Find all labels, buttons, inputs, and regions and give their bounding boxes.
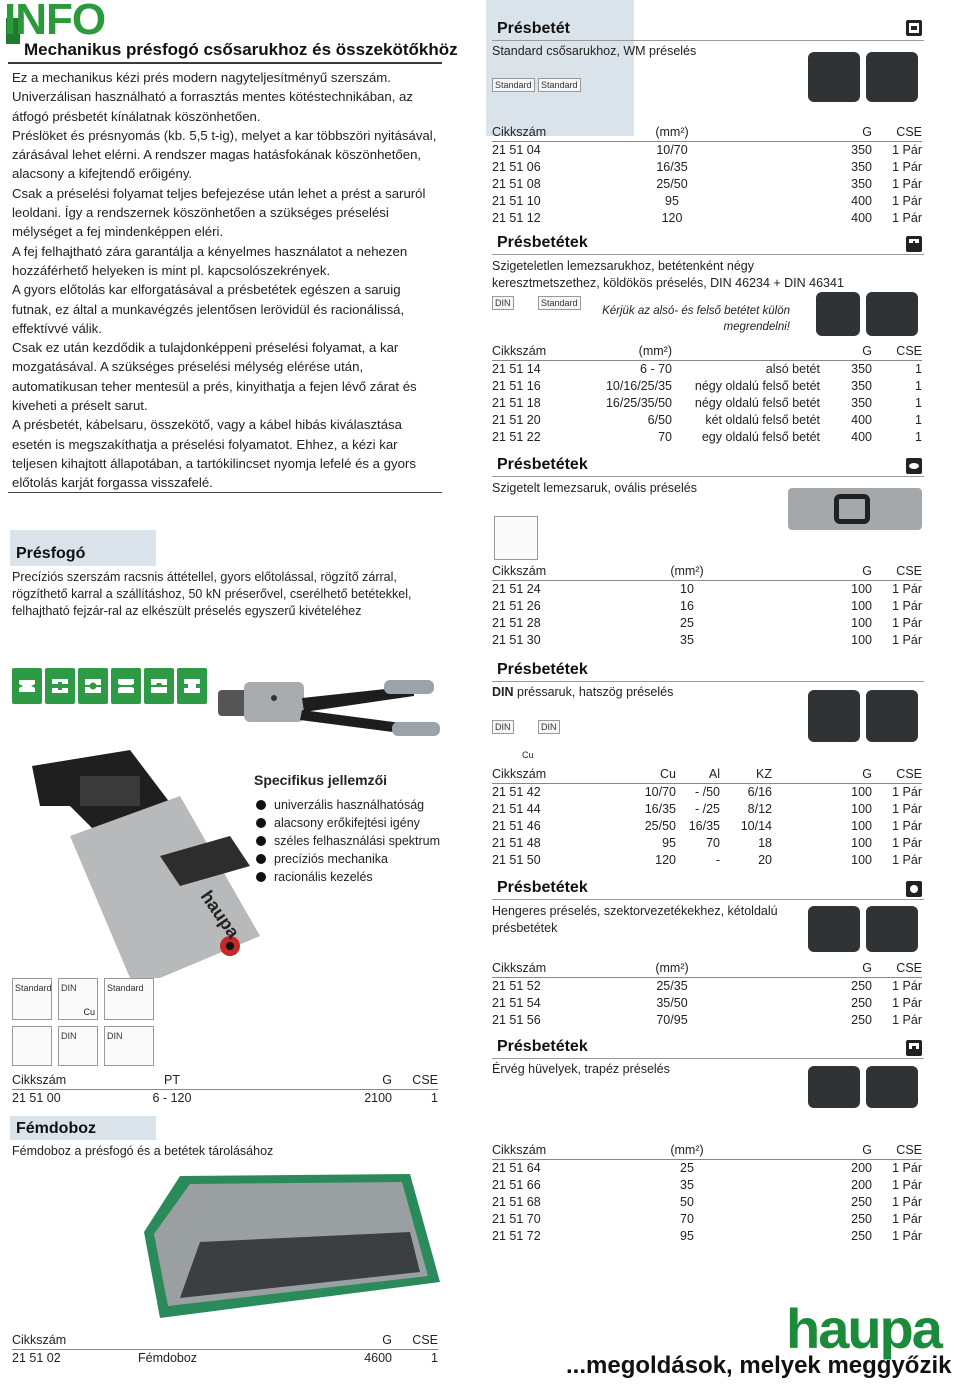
lug-label: DIN: [492, 296, 514, 310]
s1-table: [492, 124, 922, 226]
die-photo: [808, 52, 860, 102]
column-header: CSE: [872, 124, 922, 141]
die-photo: [866, 292, 918, 336]
table-cell: 21 51 70: [492, 1211, 541, 1226]
table-cell: 1 Pár: [892, 1211, 922, 1226]
section-subtitle: Standard csősarukhoz, WM préselés: [492, 44, 697, 58]
section-title: Présbetét: [497, 20, 570, 37]
table-cell: 16/35: [688, 818, 720, 833]
table-cell: 1: [431, 1350, 438, 1365]
table-cell: 1 Pár: [892, 995, 922, 1010]
column-header: G: [772, 766, 872, 783]
table-cell: 25/35: [656, 978, 688, 993]
column-header: Cikkszám: [492, 1142, 612, 1159]
section-title: Présbetétek: [497, 1038, 588, 1055]
lug-types-thumbnails: [12, 978, 202, 1068]
table-cell: 250: [851, 1194, 872, 1209]
table-cell: 350: [851, 176, 872, 191]
lug-thumb: [12, 978, 52, 1020]
column-header: (mm²): [612, 960, 732, 977]
table-cell: 21 51 22: [492, 429, 541, 444]
table-cell: 1 Pár: [892, 978, 922, 993]
section-rule: [492, 254, 924, 255]
feature-item: alacsony erőkifejtési igény: [256, 814, 440, 832]
column-header: Cikkszám: [12, 1332, 138, 1349]
table-cell: 200: [851, 1177, 872, 1192]
lug-thumbnails: [492, 78, 582, 118]
table-cell: 21 51 48: [492, 835, 541, 850]
table-cell: 2100: [364, 1090, 392, 1105]
crimp-square-icon: [177, 668, 207, 704]
table-row: [492, 783, 922, 800]
table-cell: 1: [915, 412, 922, 427]
table-cell: 1 Pár: [892, 801, 922, 816]
table-cell: 350: [851, 142, 872, 157]
table-row: [492, 800, 922, 817]
lug-thumb: [12, 1026, 52, 1066]
lug-thumb: [104, 978, 154, 1020]
column-header: Cikkszám: [492, 343, 592, 360]
table-cell: 1 Pár: [892, 159, 922, 174]
column-header: Cikkszám: [492, 766, 592, 783]
table-cell: 400: [851, 429, 872, 444]
lug-label: Standard: [538, 78, 581, 92]
table-cell: 1 Pár: [892, 1194, 922, 1209]
table-cell: 350: [851, 395, 872, 410]
table-cell: 21 51 18: [492, 395, 541, 410]
table-cell: 25/50: [656, 176, 688, 191]
table-cell: 21 51 44: [492, 801, 541, 816]
column-header: (mm²): [592, 343, 672, 360]
table-row: [492, 175, 922, 192]
table-cell: 4600: [364, 1350, 392, 1365]
table-cell: 100: [851, 615, 872, 630]
lug-label: Standard: [15, 983, 52, 993]
table-cell: 1: [915, 361, 922, 376]
column-header: (mm²): [612, 563, 762, 580]
table-cell: 6/16: [747, 784, 772, 799]
table-cell: 21 51 64: [492, 1160, 541, 1175]
table-cell: 95: [665, 193, 679, 208]
table-row: [12, 1089, 438, 1106]
page-title: Mechanikus présfogó csősarukhoz és összekötőkhöz: [24, 40, 458, 59]
column-header: G: [762, 563, 872, 580]
crimp-oval-icon: [906, 20, 922, 36]
column-header: [672, 343, 820, 360]
table-cell: 20: [758, 852, 772, 867]
table-cell: 21 51 52: [492, 978, 541, 993]
section-subtitle: Szigetelt lemezsaruk, ovális préselés: [492, 481, 697, 495]
crimp-oval-icon: [906, 458, 922, 474]
table-cell: 1 Pár: [892, 210, 922, 225]
column-header: G: [820, 343, 872, 360]
die-photo: [788, 488, 922, 530]
table-cell: 21 51 06: [492, 159, 541, 174]
title-rule: [8, 62, 442, 64]
lug-thumb: [104, 1026, 154, 1066]
table-cell: 21 51 46: [492, 818, 541, 833]
section-subtitle: Érvég hüvelyek, trapéz préselés: [492, 1062, 670, 1076]
table-cell: 21 51 26: [492, 598, 541, 613]
intro-text: [12, 68, 442, 493]
haupa-logo: haupa: [786, 1297, 941, 1360]
feature-item: racionális kezelés: [256, 868, 440, 886]
table-cell: 350: [851, 159, 872, 174]
table-row: [12, 1349, 438, 1366]
column-header: G: [732, 960, 872, 977]
table-cell: 1 Pár: [892, 176, 922, 191]
table-cell: 21 51 54: [492, 995, 541, 1010]
table-row: [492, 209, 922, 226]
table-cell: 25: [680, 1160, 694, 1175]
column-header: Cikkszám: [492, 960, 612, 977]
table-row: [492, 1227, 922, 1244]
table-cell: 35: [680, 1177, 694, 1192]
column-header: G: [732, 124, 872, 141]
table-cell: 100: [851, 581, 872, 596]
femdoboz-table: [12, 1332, 438, 1366]
crimp-trapez-icon: [144, 668, 174, 704]
table-cell: 70: [658, 429, 672, 444]
intro-paragraph: Préslöket és présnyomás (kb. 5,5 t-ig), melyet a kar többszöri nyitásával, zárásával lehet elérni. A rendszer magas hatásfokának köszönhetően, alacsony a kifejtendő erőigény.: [12, 127, 437, 182]
table-cell: 21 51 08: [492, 176, 541, 191]
table-cell: 1 Pár: [892, 818, 922, 833]
features-title: Specifikus jellemzői: [254, 772, 388, 788]
table-cell: 100: [851, 801, 872, 816]
table-cell: négy oldalú felső betét: [694, 378, 820, 393]
table-cell: 250: [851, 1211, 872, 1226]
order-note: Kérjük az alsó- és felső betétet külön megrendelni!: [602, 305, 790, 333]
table-cell: 250: [851, 995, 872, 1010]
table-row: [492, 817, 922, 834]
die-photo: [866, 906, 918, 952]
lug-thumbnails: [492, 296, 582, 336]
crimp-round-icon: [906, 881, 922, 897]
table-cell: 10/70: [656, 142, 688, 157]
crimp-trapez-icon: [906, 1040, 922, 1056]
table-cell: 95: [680, 1228, 694, 1243]
intro-paragraph: A gyors előtolás kar elforgatásával a présbetétek egészen a saruig futnak, ez által a munkavégzés jelentősen lerövidül és racionálissá, effektívvé válik.: [12, 282, 405, 336]
table-cell: 21 51 12: [492, 210, 541, 225]
table-cell: 10/16/25/35: [605, 378, 672, 393]
table-row: [492, 614, 922, 631]
s2-table: [492, 343, 922, 445]
table-cell: 100: [851, 818, 872, 833]
column-header: CSE: [872, 343, 922, 360]
section-subtitle: Szigeteletlen lemezsarukhoz, betétenként négy keresztmetszethez, köldökös préselés, DIN 46234 + DIN 46341: [492, 259, 844, 290]
table-cell: 1 Pár: [892, 1177, 922, 1192]
lug-label: DIN: [538, 720, 560, 734]
table-cell: 25/50: [644, 818, 676, 833]
table-row: [492, 631, 922, 648]
intro-paragraph: Csak a préselési folyamat teljes befejezése után lehet a prést a saruról leoldani. Így a rendszernek köszönhetően a szükséges préselési mélységet a fej mindenképpen eléri.: [12, 185, 426, 240]
slogan: ...megoldások, melyek meggyőzik: [566, 1352, 952, 1379]
table-cell: 70: [680, 1211, 694, 1226]
table-cell: 6 - 70: [640, 361, 672, 376]
die-photo: [866, 52, 918, 102]
table-row: [492, 1011, 922, 1028]
crimp-indent-icon: [45, 668, 75, 704]
table-cell: 25: [680, 615, 694, 630]
table-row: [492, 580, 922, 597]
table-row: [492, 1210, 922, 1227]
section-rule: [492, 40, 924, 41]
table-cell: 400: [851, 412, 872, 427]
table-row: [492, 394, 922, 411]
table-cell: -: [715, 852, 720, 867]
table-cell: 21 51 24: [492, 581, 541, 596]
table-cell: 1 Pár: [892, 193, 922, 208]
column-header: Cu: [592, 766, 676, 783]
column-header: CSE: [392, 1072, 438, 1089]
table-cell: egy oldalú felső betét: [701, 429, 820, 444]
table-cell: 200: [851, 1160, 872, 1175]
table-cell: 1 Pár: [892, 1160, 922, 1175]
column-header: Cikkszám: [492, 124, 612, 141]
table-cell: 16/25/35/50: [605, 395, 672, 410]
table-cell: 8/12: [747, 801, 772, 816]
table-row: [492, 851, 922, 868]
table-cell: 1: [915, 395, 922, 410]
table-cell: 6/50: [647, 412, 672, 427]
column-header: CSE: [392, 1332, 438, 1349]
table-row: [492, 597, 922, 614]
table-cell: 6 - 120: [152, 1090, 192, 1105]
table-cell: négy oldalú felső betét: [694, 395, 820, 410]
table-row: [492, 994, 922, 1011]
table-row: [492, 977, 922, 994]
lug-label: DIN: [492, 720, 514, 734]
table-cell: 21 51 66: [492, 1177, 541, 1192]
column-header: [138, 1332, 248, 1349]
crimp-oval-icon: [12, 668, 42, 704]
table-cell: 100: [851, 598, 872, 613]
die-photo: [808, 690, 860, 742]
section-title: Présbetétek: [497, 661, 588, 678]
intro-paragraph: A fej felhajtható zára garantálja a kényelmes használatot a nehezen hozzáférhető helyeken is mint pl. kapcsolószekrények.: [12, 243, 408, 278]
section-rule: [492, 899, 924, 900]
die-photo: [808, 1066, 860, 1108]
table-cell: 21 51 72: [492, 1228, 541, 1243]
die-photo: [866, 690, 918, 742]
table-cell: 250: [851, 1228, 872, 1243]
table-cell: 1 Pár: [892, 1228, 922, 1243]
table-cell: 21 51 28: [492, 615, 541, 630]
table-cell: 21 51 16: [492, 378, 541, 393]
table-row: [492, 192, 922, 209]
table-cell: Fémdoboz: [138, 1350, 198, 1365]
presfogo-title: Présfogó: [16, 545, 86, 562]
die-photo: [816, 292, 860, 336]
table-cell: 100: [851, 852, 872, 867]
intro-paragraph: Csak ez után kezdődik a tulajdonképpeni préselési folyamat, a kar mozgatásával. A szükséges préselési mélység elérése után, automatikusan teher mentesül a prés, kinyithatja a fejen lévő zárat és kiveheti a préselt sarut.: [12, 340, 417, 414]
insert-type-icons: [12, 668, 207, 704]
table-cell: 10/14: [740, 818, 772, 833]
metal-case-photo: [140, 1172, 444, 1322]
table-cell: 1 Pár: [892, 1012, 922, 1027]
table-cell: 70/95: [656, 1012, 688, 1027]
feature-item: precíziós mechanika: [256, 850, 440, 868]
table-cell: 21 51 30: [492, 632, 541, 647]
femdoboz-title: Fémdoboz: [16, 1120, 96, 1137]
table-cell: 21 51 10: [492, 193, 541, 208]
table-cell: 50: [680, 1194, 694, 1209]
section-title: Présbetétek: [497, 879, 588, 896]
s5-table: [492, 960, 922, 1028]
svg-text:haupa: haupa: [196, 886, 244, 942]
table-cell: 1 Pár: [892, 835, 922, 850]
features-list: [256, 796, 440, 886]
lug-label: Standard: [492, 78, 535, 92]
table-cell: 1: [431, 1090, 438, 1105]
column-header: CSE: [872, 960, 922, 977]
presfogo-table: [12, 1072, 438, 1106]
table-cell: két oldalú felső betét: [705, 412, 820, 427]
table-cell: 350: [851, 361, 872, 376]
table-cell: 120: [655, 852, 676, 867]
lug-thumb: [494, 516, 538, 560]
table-cell: 100: [851, 632, 872, 647]
table-cell: 21 51 02: [12, 1350, 61, 1365]
die-photo: [808, 906, 860, 952]
table-row: [492, 1176, 922, 1193]
table-cell: 21 51 50: [492, 852, 541, 867]
presfogo-description: Precíziós szerszám racsnis áttétellel, gyors előtolással, rögzítő zárral, rögzíthető karral a szállításhoz, 50 kN préserővel, cserélhető betétekkel, felhajtható fejzár-ral az elkészült préselés egyszerű kivételéhez: [12, 570, 412, 618]
lug-sublabel: Cu: [522, 750, 534, 760]
crimping-tool-thumbnail: [214, 668, 444, 748]
table-cell: 18: [758, 835, 772, 850]
column-header: CSE: [872, 766, 922, 783]
table-cell: 21 51 20: [492, 412, 541, 427]
column-header: G: [212, 1072, 392, 1089]
table-cell: 350: [851, 378, 872, 393]
table-row: [492, 428, 922, 445]
crimp-hex-icon: [111, 668, 141, 704]
s4-table: [492, 766, 922, 868]
table-cell: 250: [851, 978, 872, 993]
column-header: G: [762, 1142, 872, 1159]
crimp-indent-icon: [906, 236, 922, 252]
table-cell: 1 Pár: [892, 581, 922, 596]
column-header: Cikkszám: [12, 1072, 132, 1089]
table-cell: 35/50: [656, 995, 688, 1010]
lug-thumbnails: [492, 720, 592, 764]
section-subtitle-text: préssaruk, hatszög préselés: [513, 685, 674, 699]
intro-paragraph: A présbetét, kábelsaru, összekötő, vagy a kábel hibás kiválasztása esetén is megszakíthatja a préselési folyamatot. Ehhez, a kézi kar teljesen kihajtott állapotában, a tartókilincset nyomja lefelé és a gyors előtolás karját forgassa visszafelé.: [12, 417, 416, 491]
table-cell: 1: [915, 378, 922, 393]
table-row: [492, 377, 922, 394]
info-heading: INFO: [4, 0, 106, 44]
feature-item: univerzális használhatóság: [256, 796, 440, 814]
lug-sublabel: Cu: [83, 1007, 95, 1017]
table-cell: 250: [851, 1012, 872, 1027]
femdoboz-description: Fémdoboz a présfogó és a betétek tárolásához: [12, 1144, 274, 1158]
table-cell: 21 51 14: [492, 361, 541, 376]
table-cell: - /25: [694, 801, 720, 816]
feature-item: széles felhasználási spektrum: [256, 832, 440, 850]
table-cell: 21 51 42: [492, 784, 541, 799]
section-subtitle: Hengeres préselés, szektorvezetékekhez, kétoldalú présbetétek: [492, 904, 778, 935]
table-cell: 10/70: [644, 784, 676, 799]
intro-paragraph: Ez a mechanikus kézi prés modern nagyteljesítményű szerszám. Univerzálisan használható a forrasztás mentes kötéstechnikában, az átfogó présbetét kínálatnak köszönhetően.: [12, 70, 413, 124]
section-rule: [492, 476, 924, 477]
table-cell: 1 Pár: [892, 598, 922, 613]
column-header: (mm²): [612, 1142, 762, 1159]
din-label: DIN: [492, 685, 514, 699]
table-row: [492, 158, 922, 175]
table-cell: - /50: [694, 784, 720, 799]
section-rule: [492, 1058, 924, 1059]
table-row: [492, 360, 922, 377]
section-rule: [492, 681, 924, 682]
lug-thumb: [58, 1026, 98, 1066]
table-cell: 1 Pár: [892, 632, 922, 647]
lug-label: DIN: [61, 983, 77, 993]
column-header: Cikkszám: [492, 563, 612, 580]
table-cell: 70: [706, 835, 720, 850]
lug-label: DIN: [61, 1031, 77, 1041]
table-row: [492, 1159, 922, 1176]
crimp-round-icon: [78, 668, 108, 704]
table-cell: alsó betét: [765, 361, 820, 376]
table-cell: 100: [851, 835, 872, 850]
lug-label: Standard: [538, 296, 581, 310]
table-cell: 21 51 04: [492, 142, 541, 157]
table-cell: 95: [662, 835, 676, 850]
lug-label: Standard: [107, 983, 144, 993]
column-header: Al: [676, 766, 720, 783]
table-cell: 1 Pár: [892, 852, 922, 867]
die-photo: [866, 1066, 918, 1108]
table-cell: 1 Pár: [892, 142, 922, 157]
column-header: G: [248, 1332, 392, 1349]
column-header: PT: [132, 1072, 212, 1089]
table-row: [492, 141, 922, 158]
table-row: [492, 411, 922, 428]
intro-rule: [8, 492, 442, 493]
table-cell: 16: [680, 598, 694, 613]
table-cell: 1: [915, 429, 922, 444]
lug-label: DIN: [107, 1031, 123, 1041]
table-row: [492, 834, 922, 851]
table-cell: 21 51 00: [12, 1090, 61, 1105]
table-cell: 16/35: [644, 801, 676, 816]
table-cell: 21 51 68: [492, 1194, 541, 1209]
s3-table: [492, 563, 922, 648]
table-cell: 10: [680, 581, 694, 596]
table-cell: 21 51 56: [492, 1012, 541, 1027]
table-cell: 16/35: [656, 159, 688, 174]
section-subtitle: [492, 684, 673, 701]
s6-table: [492, 1142, 922, 1244]
section-title: Présbetétek: [497, 456, 588, 473]
column-header: CSE: [872, 1142, 922, 1159]
table-cell: 100: [851, 784, 872, 799]
table-cell: 400: [851, 193, 872, 208]
column-header: KZ: [720, 766, 772, 783]
table-cell: 120: [661, 210, 683, 225]
table-cell: 400: [851, 210, 872, 225]
table-cell: 1 Pár: [892, 784, 922, 799]
table-row: [492, 1193, 922, 1210]
table-cell: 35: [680, 632, 694, 647]
table-cell: 1 Pár: [892, 615, 922, 630]
section-title: Présbetétek: [497, 234, 588, 251]
lug-thumb: [58, 978, 98, 1020]
column-header: CSE: [872, 563, 922, 580]
column-header: (mm²): [612, 124, 732, 141]
